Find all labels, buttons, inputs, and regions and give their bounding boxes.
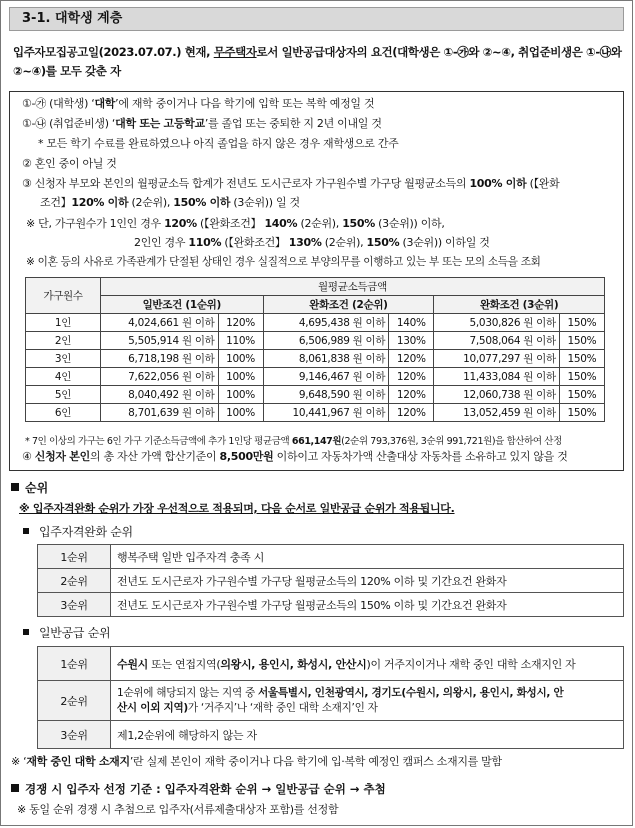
requirement-4: ④ 신청자 본인의 총 자산 가액 합산기준이 8,500만원 이하이고 자동차가액 산출대상 자동차를 소유하고 있지 않을 것 bbox=[22, 450, 568, 463]
square-bullet-icon bbox=[23, 629, 29, 635]
table-row: 1인 4,024,661 원 이하 120% 4,695,438 원 이하 140% 5,030,826 원 이하 150% bbox=[26, 314, 605, 332]
relax-ranking-heading: 입주자격완화 순위 bbox=[23, 523, 133, 540]
seven-plus-note: * 7인 이상의 가구는 6인 가구 기준소득금액에 추가 1인당 평균금액 661,147원(2순위 793,376원, 3순위 991,721원)을 합산하여 산정 bbox=[25, 436, 562, 447]
requirement-1b: ①-㉯ (취업준비생) ‘대학 또는 고등학교’를 졸업 또는 중퇴한 지 2년 이내일 것 bbox=[22, 117, 382, 130]
table-row: 6인 8,701,639 원 이하 100% 10,441,967 원 이하 120% 13,052,459 원 이하 150% bbox=[26, 404, 605, 422]
section-title: 3-1. 대학생 계층 bbox=[9, 7, 624, 31]
table-row: 3순위 제1,2순위에 해당하지 않는 자 bbox=[38, 721, 624, 749]
competition-heading: 경쟁 시 입주자 선정 기준 : 입주자격완화 순위 → 일반공급 순위 → 추첨 bbox=[11, 781, 386, 797]
income-header: 월평균소득금액 bbox=[101, 278, 605, 296]
square-bullet-icon bbox=[11, 784, 19, 792]
requirement-3: ③ 신청자 부모와 본인의 월평균소득 합계가 전년도 도시근로자 가구원수별 가구당 월평균소득의 100% 이하 (【완화 bbox=[22, 177, 560, 190]
square-bullet-icon bbox=[23, 528, 29, 534]
table-row: 3인 6,718,198 원 이하 100% 8,061,838 원 이하 120% 10,077,297 원 이하 150% bbox=[26, 350, 605, 368]
household-header: 가구원수 bbox=[26, 278, 101, 314]
income-table bbox=[25, 277, 605, 422]
table-row: 5인 8,040,492 원 이하 100% 9,648,590 원 이하 120% 12,060,738 원 이하 150% bbox=[26, 386, 605, 404]
table-row: 2순위 1순위에 해당되지 않는 지역 중 서울특별시, 인천광역시, 경기도(수원시, 의왕시, 용인시, 화성시, 안 산시 이외 지역)가 ‘거주지’나 ‘재학 중인 대학 소재지’인 자 bbox=[38, 681, 624, 721]
general-header: 일반조건 (1순위) bbox=[101, 296, 264, 314]
requirement-3-note-2: 2인인 경우 110% (【완화조건】 130% (2순위), 150% (3순위)) 이하일 것 bbox=[134, 236, 490, 249]
requirement-1b-note: * 모든 학기 수료를 완료하였으나 아직 졸업을 하지 않은 경우 재학생으로 간주 bbox=[38, 137, 399, 150]
requirement-3-note-3: ※ 이혼 등의 사유로 가족관계가 단절된 상태인 경우 실질적으로 부양의무를 이행하고 있는 부 또는 모의 소득을 조회 bbox=[26, 256, 541, 268]
eligibility-intro: 입주자모집공고일(2023.07.07.) 현재, 무주택자로서 일반공급대상자의 요건(대학생은 ①-㉮와 ②~④, 취업준비생은 ①-㉯와 ②~④)를 모두 갖춘 자 bbox=[13, 45, 622, 78]
table-row: 3순위 전년도 도시근로자 가구원수별 가구당 월평균소득의 150% 이하 및 기간요건 완화자 bbox=[38, 593, 624, 617]
table-row: 2인 5,505,914 원 이하 110% 6,506,989 원 이하 130% 7,508,064 원 이하 150% bbox=[26, 332, 605, 350]
table-row: 1순위 수원시 또는 연접지역(의왕시, 용인시, 화성시, 안산시)이 거주지이거나 재학 중인 대학 소재지인 자 bbox=[38, 647, 624, 681]
table-row: 4인 7,622,056 원 이하 100% 9,146,467 원 이하 120% 11,433,084 원 이하 150% bbox=[26, 368, 605, 386]
relax3-header: 완화조건 (3순위) bbox=[434, 296, 605, 314]
requirement-3-cont: 조건】120% 이하 (2순위), 150% 이하 (3순위)) 일 것 bbox=[40, 196, 300, 209]
campus-note: ※ ‘재학 중인 대학 소재지’란 실제 본인이 재학 중이거나 다음 학기에 입·복학 예정인 캠퍼스 소재지를 말함 bbox=[11, 755, 502, 768]
table-row: 2순위 전년도 도시근로자 가구원수별 가구당 월평균소득의 120% 이하 및 기간요건 완화자 bbox=[38, 569, 624, 593]
requirement-1a: ①-㉮ (대학생) ‘대학’에 재학 중이거나 다음 학기에 입학 또는 복학 예정일 것 bbox=[22, 97, 375, 110]
ranking-note: ※ 입주자격완화 순위가 가장 우선적으로 적용되며, 다음 순서로 일반공급 순위가 적용됩니다. bbox=[19, 502, 455, 515]
general-ranking-heading: 일반공급 순위 bbox=[23, 624, 110, 641]
general-ranking-table bbox=[37, 646, 624, 749]
square-bullet-icon bbox=[11, 483, 19, 491]
requirement-2: ② 혼인 중이 아닐 것 bbox=[22, 157, 117, 170]
competition-note: ※ 동일 순위 경쟁 시 추첨으로 입주자(서류제출대상자 포함)를 선정함 bbox=[17, 803, 339, 816]
table-row: 1순위 행복주택 일반 입주자격 충족 시 bbox=[38, 545, 624, 569]
relax-ranking-table bbox=[37, 544, 624, 617]
relax2-header: 완화조건 (2순위) bbox=[263, 296, 434, 314]
requirement-3-note-1: ※ 단, 가구원수가 1인인 경우 120% (【완화조건】 140% (2순위), 150% (3순위)) 이하, bbox=[26, 217, 445, 230]
ranking-heading: 순위 bbox=[11, 479, 48, 496]
